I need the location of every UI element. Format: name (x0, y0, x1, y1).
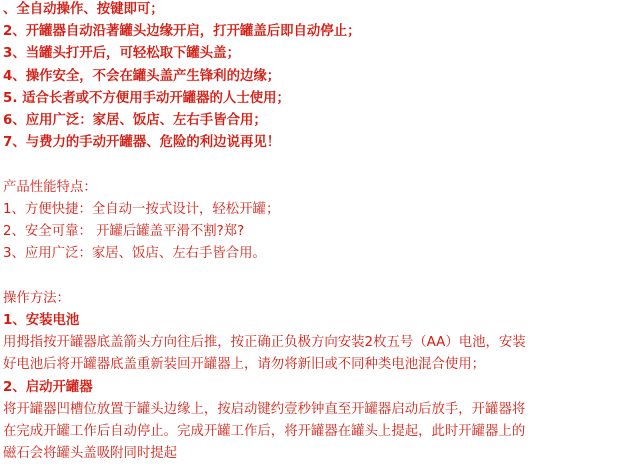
operation-step2-title: 2、启动开罐器 (3, 380, 93, 395)
operation-step2-line-3: 磁石会将罐头盖吸附同时提起 (3, 446, 178, 461)
operation-heading: 操作方法： (3, 291, 70, 306)
operation-step2-line-1: 将开罐器凹槽位放置于罐头边缘上，按启动键约壹秒钟直至开罐器启动后放手，开罐器将 (3, 402, 526, 417)
feature-item-7: 7、与费力的手动开罐器、危险的利边说再见！ (3, 135, 281, 150)
performance-item-3: 3、应用广泛：家居、饭店、左右手皆合用。 (3, 246, 266, 261)
feature-item-2: 2、开罐器自动沿著罐头边缘开启，打开罐盖后即自动停止； (3, 24, 361, 39)
operation-step1-title: 1、安装电池 (3, 313, 80, 328)
feature-item-3: 3、当罐头打开后，可轻松取下罐头盖； (3, 46, 240, 61)
performance-item-1: 1、方便快捷：全自动一按式设计，轻松开罐； (3, 202, 280, 217)
feature-item-6: 6、应用广泛：家居、饭店、左右手皆合用； (3, 113, 267, 128)
feature-item-5: 5. 适合长者或不方便用手动开罐器的人士使用； (3, 91, 290, 106)
feature-item-1: 、全自动操作、按键即可； (3, 2, 164, 17)
operation-step1-line-2: 好电池后将开罐器底盖重新装回开罐器上，请勿将新旧或不同种类电池混合使用； (3, 357, 486, 372)
performance-heading: 产品性能特点： (3, 180, 97, 195)
operation-step1-line-1: 用拇指按开罐器底盖箭头方向往后推，按正确正负极方向安装2枚五号（AA）电池，安装 (3, 335, 526, 350)
performance-item-2: 2、安全可靠： 开罐后罐盖平滑不割?郑? (3, 224, 245, 239)
feature-item-4: 4、操作安全，不会在罐头盖产生锋利的边缘； (3, 69, 281, 84)
operation-step2-line-2: 在完成开罐工作后自动停止。完成开罐工作后，将开罐器在罐头上提起，此时开罐器上的 (3, 424, 526, 439)
